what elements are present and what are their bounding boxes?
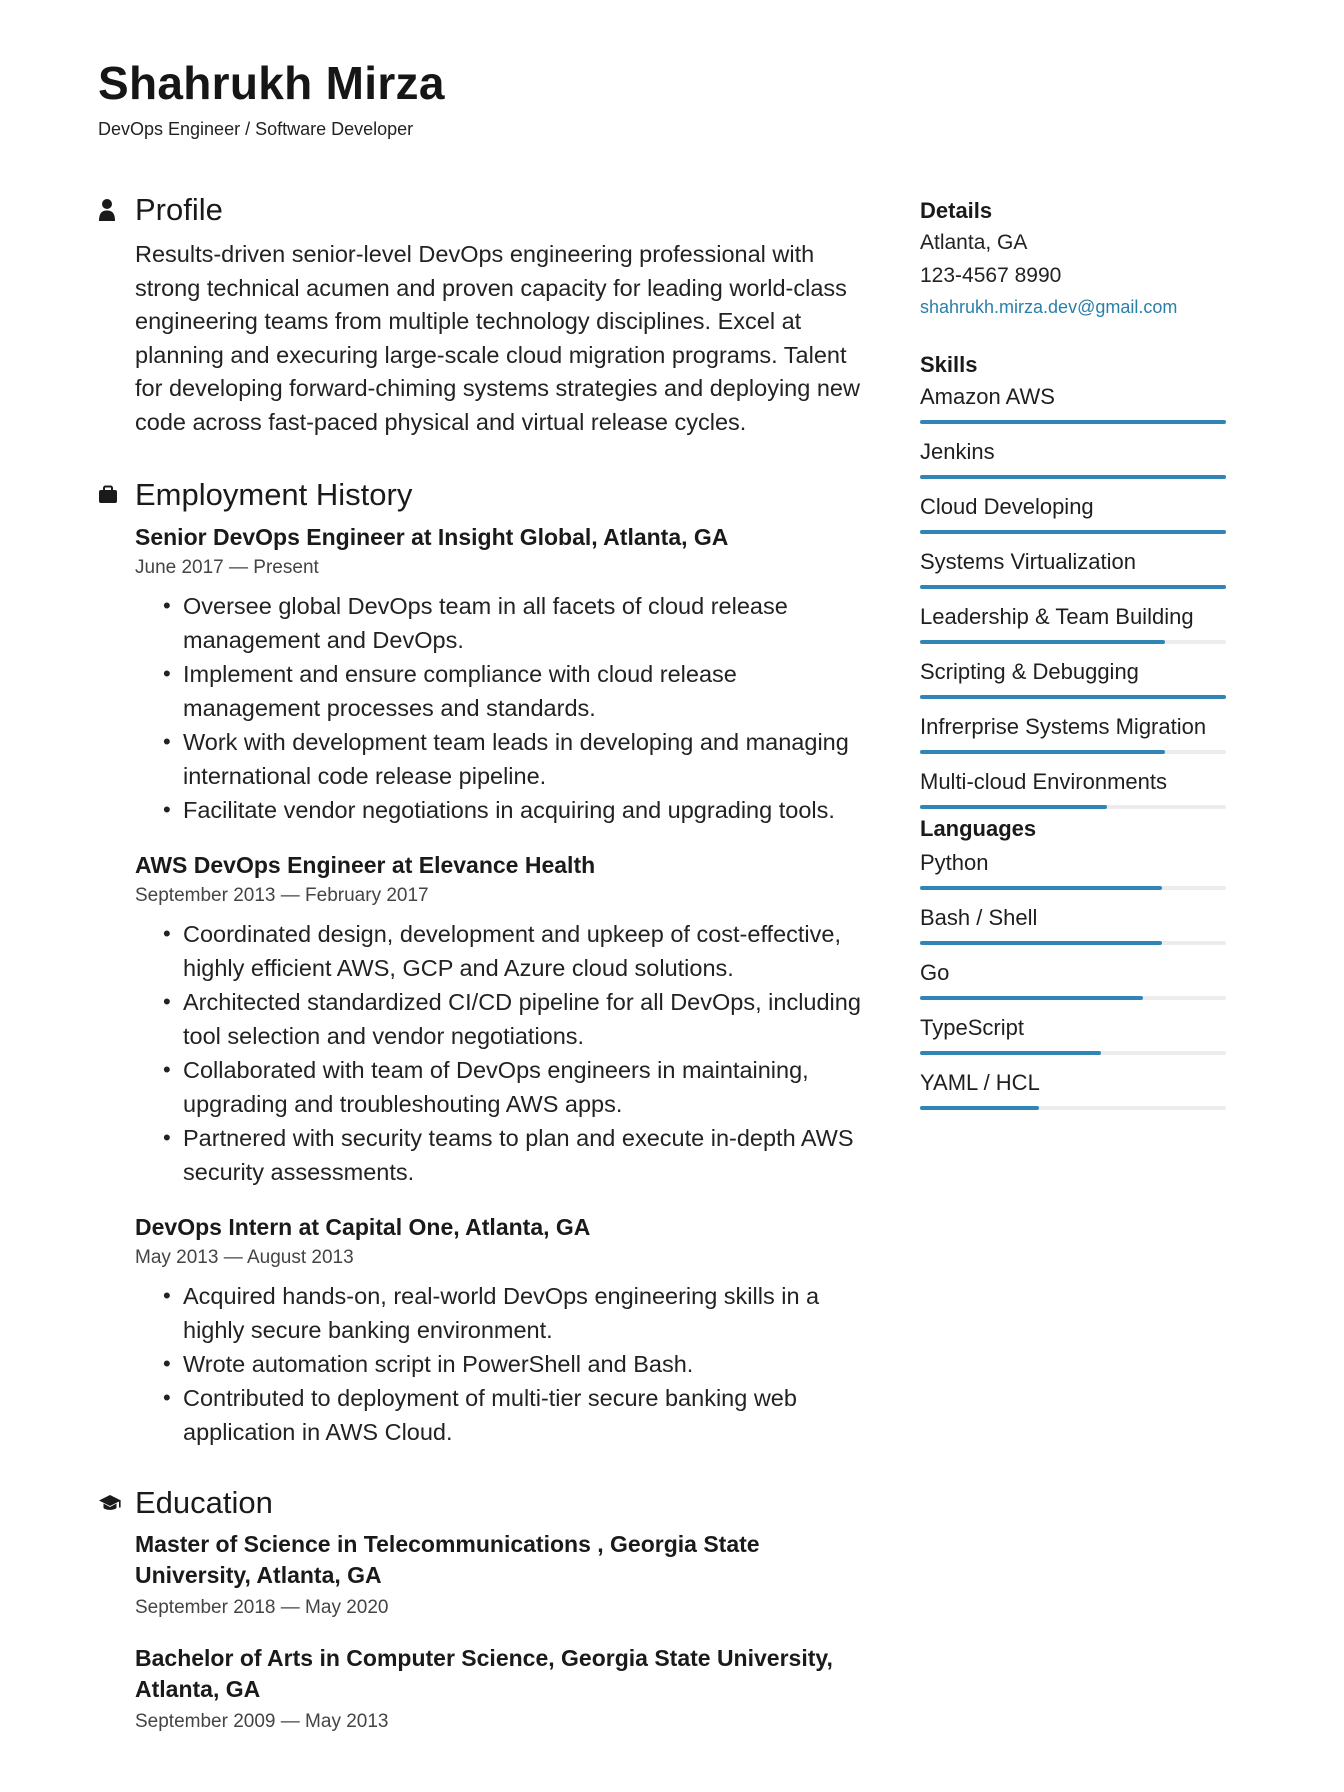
job-bullet: • Partnered with security teams to plan and execute in-depth AWS security assessments.	[135, 1121, 878, 1189]
level-bar	[920, 530, 1226, 534]
education-title: Education	[135, 1485, 273, 1520]
language-item	[920, 1066, 1226, 1121]
job-dates: May 2013 — August 2013	[135, 1247, 354, 1268]
skill-item	[920, 655, 1226, 710]
profile-summary: Results-driven senior-level DevOps engineering professional with strong technical acumen and proven capacity for leading world-class engineering teams from multiple technology disciplines. Excel at planning and execuring large-scale cloud migration programs. Talent for developing forward-chiming systems strategies and deploying new code across fast-paced physical and virtual release cycles.	[135, 241, 860, 435]
level-bar	[920, 475, 1226, 479]
skill-label: Cloud Developing	[920, 494, 1094, 519]
details-location: Atlanta, GA	[920, 231, 1028, 254]
education-list	[135, 1529, 878, 1735]
level-bar-fill	[920, 420, 1226, 424]
degree-dates: September 2018 — May 2020	[135, 1597, 389, 1618]
skill-label: Multi-cloud Environments	[920, 769, 1167, 794]
job-bullet: • Coordinated design, development and upkeep of cost-effective, highly efficient AWS, GCP and Azure cloud solutions.	[135, 917, 878, 985]
education-header	[98, 1483, 878, 1523]
skill-label: Jenkins	[920, 439, 995, 464]
skills-list	[920, 380, 1226, 820]
job-bullet: • Contributed to deployment of multi-tier secure banking web application in AWS Cloud.	[135, 1381, 878, 1449]
job-list	[135, 521, 878, 1449]
job-title: Senior DevOps Engineer at Insight Global, Atlanta, GA	[135, 524, 729, 550]
resume-header	[98, 58, 445, 140]
level-bar-fill	[920, 585, 1226, 589]
level-bar	[920, 420, 1226, 424]
level-bar-fill	[920, 695, 1226, 699]
language-label: TypeScript	[920, 1015, 1024, 1040]
details-title: Details	[920, 198, 993, 223]
level-bar-fill	[920, 996, 1143, 1000]
level-bar	[920, 1051, 1226, 1055]
job-bullet: • Implement and ensure compliance with cloud release management processes and standards.	[135, 657, 878, 725]
language-label: YAML / HCL	[920, 1070, 1040, 1095]
employment-section	[98, 475, 878, 1449]
level-bar-fill	[920, 530, 1226, 534]
language-item	[920, 846, 1226, 901]
job-bullet: • Facilitate vendor negotiations in acquiring and upgrading tools.	[135, 793, 878, 827]
job-bullet: • Work with development team leads in developing and managing international code release pipeline.	[135, 725, 878, 793]
job-bullet: • Architected standardized CI/CD pipeline for all DevOps, including tool selection and vendor negotiations.	[135, 985, 878, 1053]
skill-label: Infrerprise Systems Migration	[920, 714, 1207, 739]
level-bar-fill	[920, 475, 1226, 479]
job-dates: June 2017 — Present	[135, 557, 319, 578]
language-label: Python	[920, 850, 989, 875]
job-bullet-list	[135, 589, 878, 827]
level-bar	[920, 805, 1226, 809]
skill-label: Scripting & Debugging	[920, 659, 1139, 684]
degree-title: Master of Science in Telecommunications , Georgia State University, Atlanta, GA	[135, 1531, 760, 1588]
level-bar	[920, 695, 1226, 699]
profile-section	[98, 190, 878, 439]
employment-title: Employment History	[135, 477, 413, 512]
skills-title: Skills	[920, 352, 978, 377]
job-bullet-list	[135, 917, 878, 1189]
skill-item	[920, 435, 1226, 490]
level-bar	[920, 1106, 1226, 1110]
education-section	[98, 1483, 878, 1735]
job-bullet: • Collaborated with team of DevOps engineers in maintaining, upgrading and troubleshouting AWS apps.	[135, 1053, 878, 1121]
job-dates: September 2013 — February 2017	[135, 885, 429, 906]
email-link[interactable]: shahrukh.mirza.dev@gmail.com	[920, 297, 1178, 317]
language-item	[920, 956, 1226, 1011]
sidebar	[920, 196, 1226, 1121]
level-bar	[920, 750, 1226, 754]
candidate-subtitle: DevOps Engineer / Software Developer	[98, 118, 414, 139]
education-entry	[135, 1643, 878, 1735]
skill-item	[920, 710, 1226, 765]
level-bar	[920, 640, 1226, 644]
languages-title: Languages	[920, 816, 1037, 841]
employment-header	[98, 475, 878, 515]
job-entry	[135, 849, 878, 1189]
degree-title: Bachelor of Arts in Computer Science, Georgia State University, Atlanta, GA	[135, 1645, 833, 1702]
job-title: AWS DevOps Engineer at Elevance Health	[135, 852, 596, 878]
profile-header	[98, 190, 878, 230]
job-title: DevOps Intern at Capital One, Atlanta, GA	[135, 1214, 591, 1240]
degree-dates: September 2009 — May 2013	[135, 1711, 389, 1732]
level-bar	[920, 996, 1226, 1000]
graduation-cap-icon	[98, 1493, 135, 1513]
skill-label: Amazon AWS	[920, 384, 1055, 409]
level-bar-fill	[920, 1106, 1039, 1110]
job-bullet: • Oversee global DevOps team in all facets of cloud release management and DevOps.	[135, 589, 878, 657]
skill-item	[920, 380, 1226, 435]
language-label: Go	[920, 960, 950, 985]
job-entry	[135, 521, 878, 827]
job-bullet: • Acquired hands-on, real-world DevOps engineering skills in a highly secure banking environment.	[135, 1279, 878, 1347]
details-phone: 123-4567 8990	[920, 264, 1062, 287]
level-bar-fill	[920, 886, 1162, 890]
education-entry	[135, 1529, 878, 1621]
level-bar-fill	[920, 805, 1107, 809]
person-icon	[98, 198, 135, 222]
briefcase-icon	[98, 485, 135, 505]
language-label: Bash / Shell	[920, 905, 1038, 930]
level-bar-fill	[920, 750, 1165, 754]
level-bar-fill	[920, 941, 1162, 945]
skill-item	[920, 490, 1226, 545]
skill-item	[920, 600, 1226, 655]
level-bar-fill	[920, 640, 1165, 644]
languages-list	[920, 846, 1226, 1121]
job-bullet-list	[135, 1279, 878, 1449]
job-bullet: • Wrote automation script in PowerShell and Bash.	[135, 1347, 878, 1381]
language-item	[920, 901, 1226, 956]
level-bar	[920, 941, 1226, 945]
level-bar	[920, 585, 1226, 589]
level-bar	[920, 886, 1226, 890]
skill-label: Systems Virtualization	[920, 549, 1137, 574]
candidate-name: Shahrukh Mirza	[98, 57, 445, 109]
main-column	[98, 190, 878, 1735]
skill-item	[920, 765, 1226, 820]
skill-label: Leadership & Team Building	[920, 604, 1194, 629]
language-item	[920, 1011, 1226, 1066]
level-bar-fill	[920, 1051, 1101, 1055]
skill-item	[920, 545, 1226, 600]
profile-title: Profile	[135, 192, 223, 227]
job-entry	[135, 1211, 878, 1449]
